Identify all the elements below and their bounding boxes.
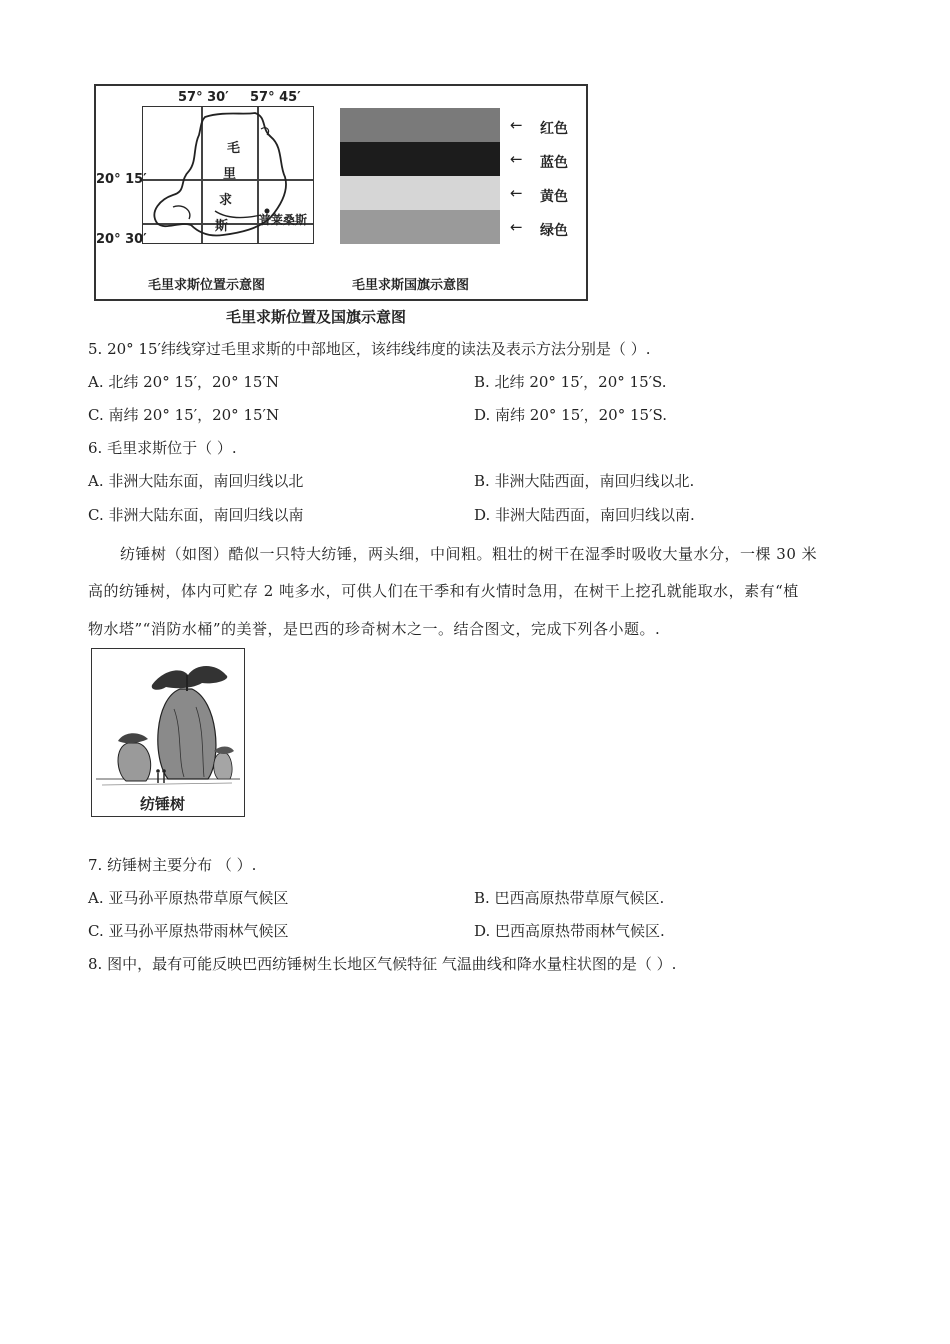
flag-stripe-label: 蓝色: [540, 155, 568, 171]
figure-bottle-tree: [91, 648, 245, 817]
question-5-option-d: D. 南纬 20° 15′，20° 15′S.: [474, 406, 668, 424]
arrow-icon: ←: [510, 116, 523, 134]
question-6-option-b: B. 非洲大陆西面，南回归线以北.: [474, 472, 695, 490]
passage-line: 高的纺锤树，体内可贮存 2 吨多水，可供人们在干季和有火情时急用，在树干上挖孔就能取水，素有“植: [88, 582, 799, 600]
latitude-label: 20° 30′: [96, 232, 147, 247]
arrow-icon: ←: [510, 218, 523, 236]
question-7-stem: 7. 纺锤树主要分布 （ ）.: [88, 856, 257, 874]
question-7-option-d: D. 巴西高原热带雨林气候区.: [474, 922, 665, 940]
flag-stripe-red: [340, 108, 500, 142]
island-label-char: 斯: [215, 219, 229, 234]
longitude-label: 57° 45′: [250, 90, 301, 105]
question-6-option-d: D. 非洲大陆西面，南回归线以南.: [474, 506, 695, 524]
flag-stripe-yellow: [340, 176, 500, 210]
map-caption: 毛里求斯位置示意图: [148, 278, 266, 293]
question-6-stem: 6. 毛里求斯位于（ ）.: [88, 439, 237, 457]
question-7-option-a: A. 亚马孙平原热带草原气候区: [88, 889, 289, 907]
flag-stripe-blue: [340, 142, 500, 176]
flag-stripe-label: 黄色: [540, 189, 568, 205]
longitude-label: 57° 30′: [178, 90, 229, 105]
question-6-option-a: A. 非洲大陆东面，南回归线以北: [88, 472, 304, 490]
question-5-option-a: A. 北纬 20° 15′，20° 15′N: [88, 373, 279, 391]
flag-stripe-green: [340, 210, 500, 244]
island-label-char: 里: [223, 167, 237, 182]
question-5-option-b: B. 北纬 20° 15′，20° 15′S.: [474, 373, 667, 391]
island-label-char: 毛: [227, 141, 241, 156]
flag-stripe-label: 绿色: [540, 223, 568, 239]
latitude-label: 20° 15′: [96, 172, 147, 187]
map-panel: [142, 106, 314, 244]
figure-mauritius: [94, 84, 588, 301]
bottle-tree-illustration: [92, 649, 244, 794]
flag-panel: [340, 108, 500, 244]
flag-caption: 毛里求斯国旗示意图: [352, 278, 470, 293]
question-7-option-c: C. 亚马孙平原热带雨林气候区: [88, 922, 289, 940]
island-label-char: 求: [219, 193, 233, 208]
question-5-stem: 5. 20° 15′纬线穿过毛里求斯的中部地区，该纬线纬度的读法及表示方法分别是（ ）.: [88, 340, 651, 358]
question-6-option-c: C. 非洲大陆东面，南回归线以南: [88, 506, 304, 524]
arrow-icon: ←: [510, 184, 523, 202]
city-label: 普莱桑斯: [259, 213, 308, 227]
figure1-title: 毛里求斯位置及国旗示意图: [226, 308, 407, 326]
arrow-icon: ←: [510, 150, 523, 168]
question-8-stem: 8. 图中，最有可能反映巴西纺锤树生长地区气候特征 气温曲线和降水量柱状图的是（ ）.: [88, 955, 677, 973]
question-7-option-b: B. 巴西高原热带草原气候区.: [474, 889, 665, 907]
flag-stripe-label: 红色: [540, 121, 568, 137]
passage-line: 纺锤树（如图）酷似一只特大纺锤，两头细，中间粗。粗壮的树干在湿季时吸收大量水分，一棵 30 米: [120, 545, 818, 563]
question-5-option-c: C. 南纬 20° 15′，20° 15′N: [88, 406, 280, 424]
passage-line: 物水塔”“消防水桶”的美誉，是巴西的珍奇树木之一。结合图文，完成下列各小题。.: [88, 620, 661, 638]
figure2-caption: 纺锤树: [140, 795, 186, 813]
